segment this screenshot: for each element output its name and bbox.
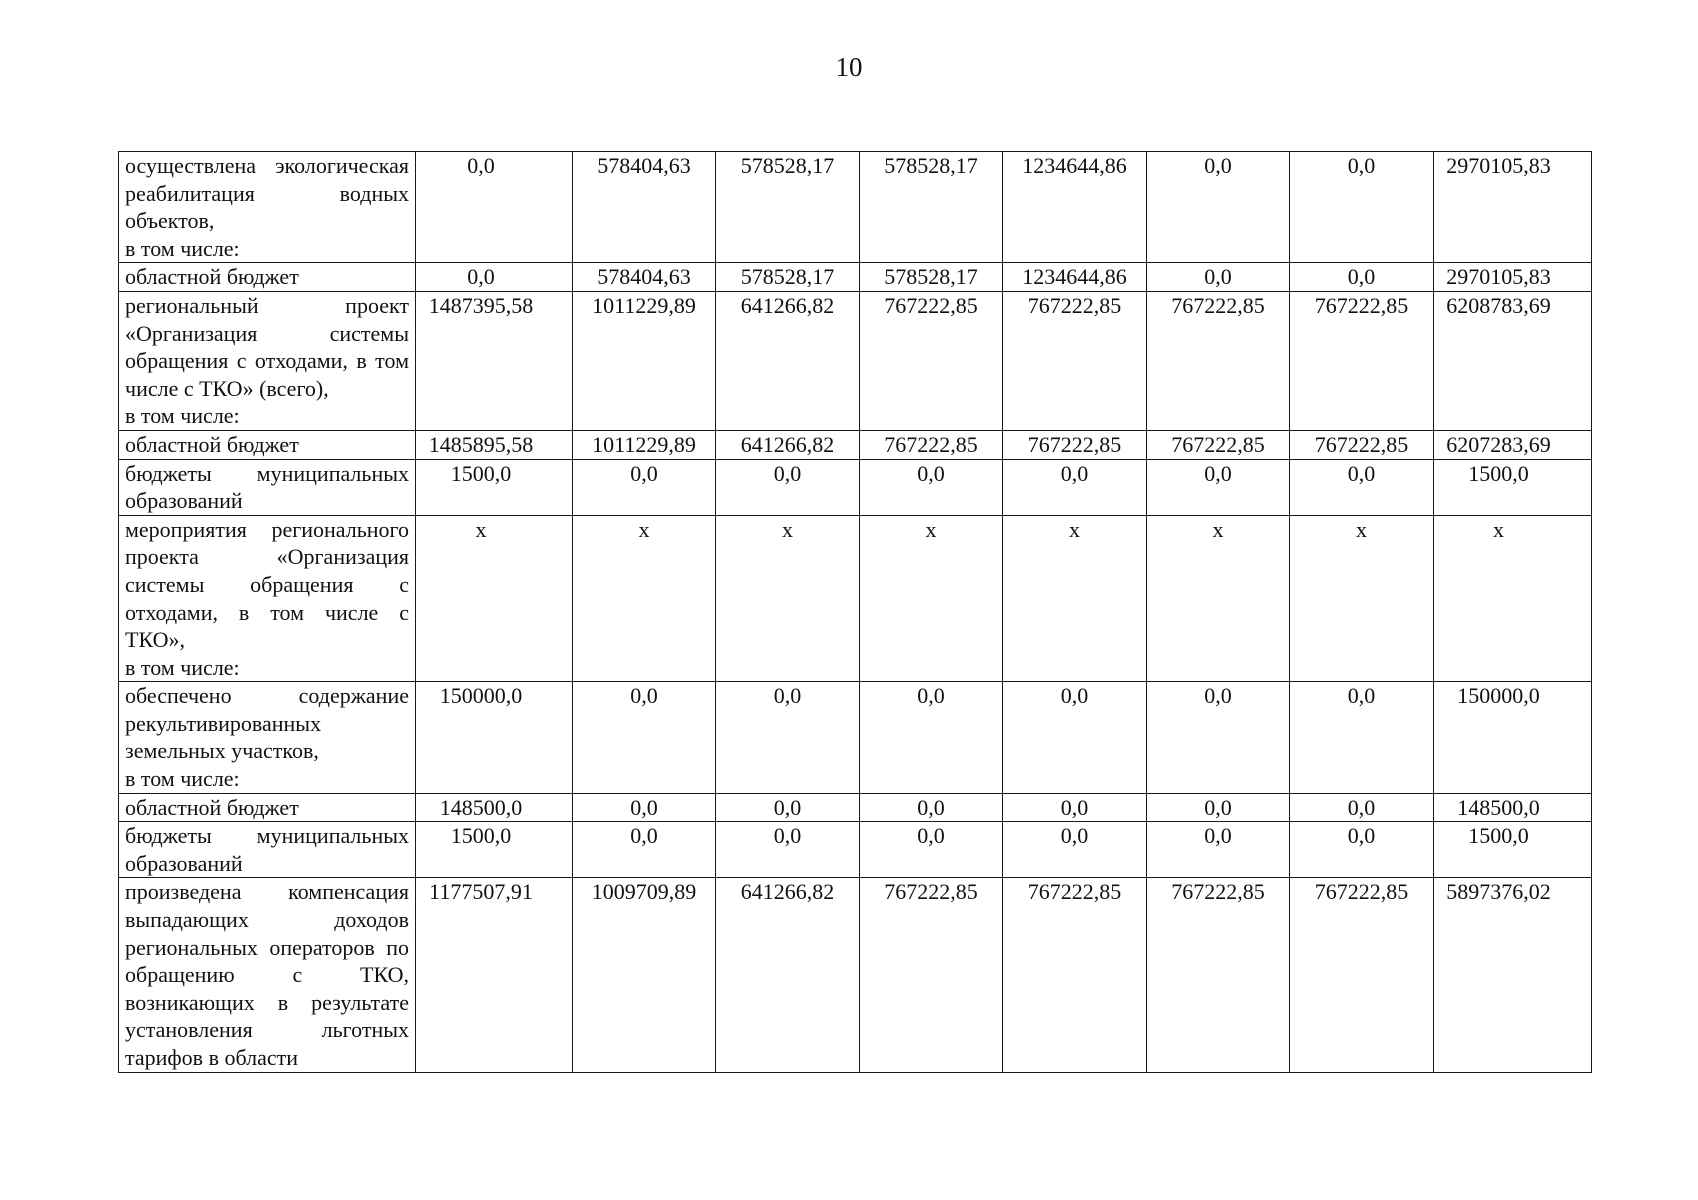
- value-cell: 578528,17: [716, 263, 860, 292]
- value-cell: 767222,85: [1003, 878, 1147, 1072]
- value-cell: 0,0: [573, 793, 716, 822]
- value-cell: 0,0: [1290, 459, 1434, 515]
- value-cell: 0,0: [1147, 152, 1290, 263]
- value-cell: 0,0: [1290, 793, 1434, 822]
- value-cell: 1011229,89: [573, 430, 716, 459]
- table-row: [119, 822, 1592, 878]
- value-cell: 0,0: [1290, 152, 1434, 263]
- table-row: [119, 263, 1592, 292]
- row-label: региональный проект «Организация системы обращения с отходами, в том числе с ТКО» (всего), в том числе:: [119, 291, 416, 430]
- value-cell: 0,0: [716, 822, 860, 878]
- value-cell: 1500,0: [416, 459, 573, 515]
- value-cell: 578404,63: [573, 263, 716, 292]
- table-row: [119, 459, 1592, 515]
- value-cell: 578528,17: [860, 152, 1003, 263]
- value-cell: 0,0: [1003, 459, 1147, 515]
- table-body: [119, 152, 1592, 1073]
- value-cell: x: [573, 515, 716, 682]
- value-cell: 2970105,83: [1434, 152, 1592, 263]
- value-cell: x: [416, 515, 573, 682]
- value-cell: 0,0: [1290, 682, 1434, 793]
- value-cell: 0,0: [1147, 263, 1290, 292]
- value-cell: 1177507,91: [416, 878, 573, 1072]
- value-cell: 148500,0: [1434, 793, 1592, 822]
- table-row: [119, 152, 1592, 263]
- value-cell: 1009709,89: [573, 878, 716, 1072]
- value-cell: 0,0: [573, 682, 716, 793]
- row-label: областной бюджет: [119, 263, 416, 292]
- value-cell: 1500,0: [416, 822, 573, 878]
- value-cell: 1500,0: [1434, 822, 1592, 878]
- value-cell: 1234644,86: [1003, 152, 1147, 263]
- row-label: обеспечено содержание рекультивированных земельных участков, в том числе:: [119, 682, 416, 793]
- value-cell: 767222,85: [1290, 878, 1434, 1072]
- value-cell: 150000,0: [1434, 682, 1592, 793]
- table-row: [119, 878, 1592, 1072]
- row-label: мероприятия регионального проекта «Организация системы обращения с отходами, в том числе с ТКО», в том числе:: [119, 515, 416, 682]
- value-cell: 641266,82: [716, 291, 860, 430]
- value-cell: 0,0: [1003, 793, 1147, 822]
- value-cell: 150000,0: [416, 682, 573, 793]
- value-cell: 578528,17: [716, 152, 860, 263]
- value-cell: 767222,85: [1003, 291, 1147, 430]
- value-cell: 0,0: [1003, 822, 1147, 878]
- budget-table: [118, 151, 1592, 1073]
- value-cell: x: [1290, 515, 1434, 682]
- value-cell: x: [860, 515, 1003, 682]
- value-cell: 641266,82: [716, 878, 860, 1072]
- value-cell: 0,0: [860, 459, 1003, 515]
- value-cell: 0,0: [716, 459, 860, 515]
- value-cell: 0,0: [860, 682, 1003, 793]
- value-cell: 148500,0: [416, 793, 573, 822]
- value-cell: 0,0: [1147, 822, 1290, 878]
- value-cell: 641266,82: [716, 430, 860, 459]
- value-cell: 1500,0: [1434, 459, 1592, 515]
- value-cell: 0,0: [1147, 682, 1290, 793]
- value-cell: 1485895,58: [416, 430, 573, 459]
- value-cell: 767222,85: [1290, 291, 1434, 430]
- value-cell: 2970105,83: [1434, 263, 1592, 292]
- value-cell: 6207283,69: [1434, 430, 1592, 459]
- value-cell: 767222,85: [860, 430, 1003, 459]
- row-label: областной бюджет: [119, 430, 416, 459]
- value-cell: 5897376,02: [1434, 878, 1592, 1072]
- value-cell: x: [1003, 515, 1147, 682]
- row-label: осуществлена экологическая реабилитация водных объектов, в том числе:: [119, 152, 416, 263]
- value-cell: 767222,85: [1290, 430, 1434, 459]
- table-row: [119, 682, 1592, 793]
- value-cell: 1234644,86: [1003, 263, 1147, 292]
- value-cell: 578404,63: [573, 152, 716, 263]
- value-cell: 578528,17: [860, 263, 1003, 292]
- table-row: [119, 430, 1592, 459]
- value-cell: 767222,85: [1147, 430, 1290, 459]
- value-cell: 767222,85: [860, 878, 1003, 1072]
- row-label: бюджеты муниципальных образований: [119, 459, 416, 515]
- value-cell: 0,0: [1147, 793, 1290, 822]
- value-cell: 0,0: [573, 459, 716, 515]
- value-cell: 0,0: [1003, 682, 1147, 793]
- row-label: бюджеты муниципальных образований: [119, 822, 416, 878]
- value-cell: 767222,85: [1003, 430, 1147, 459]
- value-cell: x: [716, 515, 860, 682]
- value-cell: 0,0: [1147, 459, 1290, 515]
- value-cell: 767222,85: [1147, 878, 1290, 1072]
- table-row: [119, 793, 1592, 822]
- value-cell: 0,0: [860, 822, 1003, 878]
- row-label: произведена компенсация выпадающих доходов региональных операторов по обращению с ТКО, возникающих в результате установления льготных тарифов в области: [119, 878, 416, 1072]
- value-cell: 0,0: [573, 822, 716, 878]
- value-cell: 767222,85: [1147, 291, 1290, 430]
- value-cell: 0,0: [716, 793, 860, 822]
- value-cell: 0,0: [416, 152, 573, 263]
- value-cell: x: [1147, 515, 1290, 682]
- value-cell: x: [1434, 515, 1592, 682]
- value-cell: 1487395,58: [416, 291, 573, 430]
- value-cell: 0,0: [416, 263, 573, 292]
- page-number: 10: [835, 52, 863, 82]
- value-cell: 0,0: [860, 793, 1003, 822]
- value-cell: 0,0: [716, 682, 860, 793]
- table-row: [119, 291, 1592, 430]
- value-cell: 0,0: [1290, 263, 1434, 292]
- row-label: областной бюджет: [119, 793, 416, 822]
- value-cell: 767222,85: [860, 291, 1003, 430]
- table-row: [119, 515, 1592, 682]
- value-cell: 1011229,89: [573, 291, 716, 430]
- value-cell: 0,0: [1290, 822, 1434, 878]
- value-cell: 6208783,69: [1434, 291, 1592, 430]
